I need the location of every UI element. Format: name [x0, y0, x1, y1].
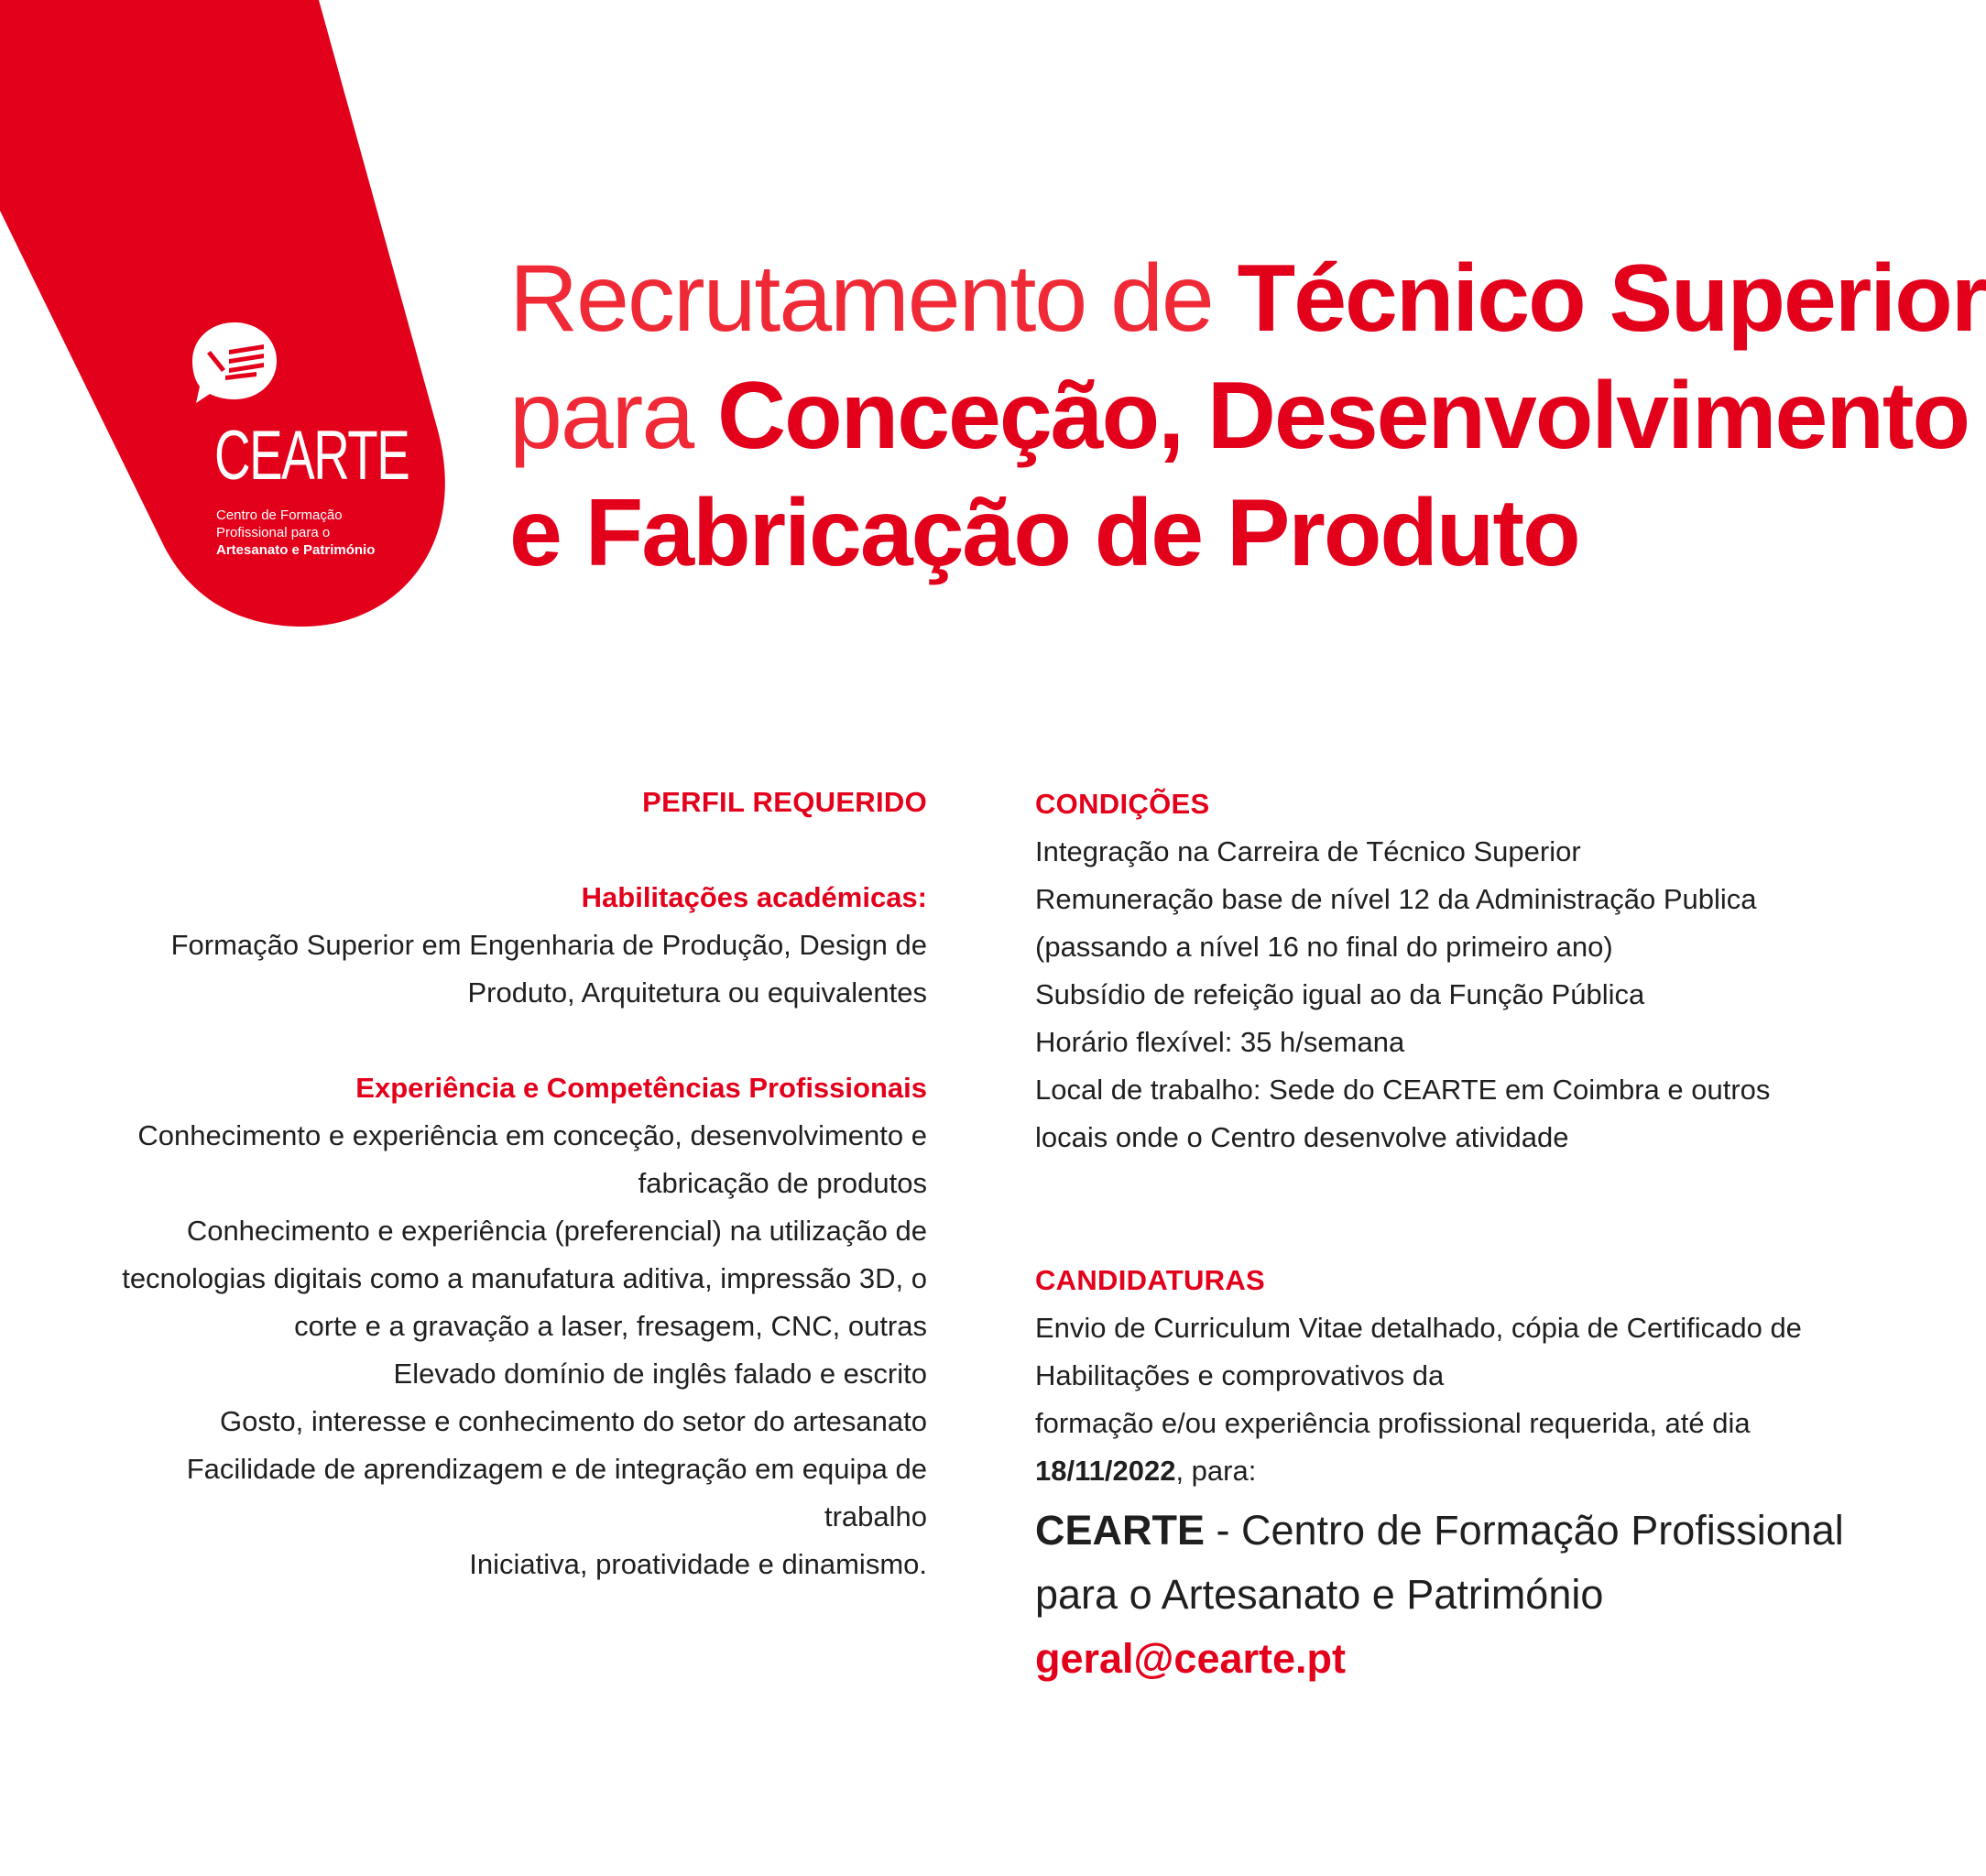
organization-name-rest: - Centro de Formação Profissional — [1205, 1507, 1844, 1554]
title-line — [509, 357, 1970, 474]
title-bold-text: e Fabricação de Produto — [509, 480, 1579, 586]
experiencia-item: Facilidade de aprendizagem e de integração em equipa de trabalho — [186, 1453, 927, 1532]
condicoes-item: locais onde o Centro desenvolve atividade — [1035, 1121, 1569, 1153]
experiencia-item: Conhecimento e experiência em conceção, desenvolvimento e fabricação de produtos — [137, 1119, 927, 1199]
habilitacoes-text: Formação Superior em Engenharia de Produção, Design de Produto, Arquitetura ou equivalentes — [170, 929, 927, 1009]
title-line — [509, 240, 1986, 357]
experiencia-item: Conhecimento e experiência (preferencial) na utilização de tecnologias digitais como a manufatura aditiva, impressão 3D, o corte e a gravação a laser, fresagem, CNC, outras — [122, 1215, 927, 1342]
logo-subtitle-line: Centro de Formação — [216, 507, 343, 523]
condicoes-item: Subsídio de refeição igual ao da Função Pública — [1035, 978, 1645, 1010]
subsection-title-experiencia: Experiência e Competências Profissionais — [355, 1072, 927, 1104]
condicoes-item: Horário flexível: 35 h/semana — [1035, 1026, 1405, 1058]
title-bold-text: Técnico Superior — [1237, 245, 1986, 352]
section-title-condicoes: CONDIÇÕES — [1035, 788, 1210, 820]
condicoes-item: Integração na Carreira de Técnico Superior — [1035, 835, 1581, 867]
title-thin-text: Recrutamento de — [509, 245, 1238, 352]
deadline-suffix: , para: — [1175, 1455, 1257, 1487]
condicoes-item: Local de trabalho: Sede do CEARTE em Coimbra e outros — [1035, 1074, 1771, 1106]
experiencia-item: Elevado domínio de inglês falado e escrito — [393, 1358, 927, 1390]
organization-acronym: CEARTE — [1035, 1507, 1206, 1554]
deadline-line — [1035, 1447, 1850, 1495]
speech-bubble-quill-icon — [189, 317, 280, 409]
logo-subtitle-line: Profissional para o — [216, 525, 331, 540]
condicoes-item: Remuneração base de nível 12 da Administração Publica — [1035, 883, 1757, 915]
deadline-date: 18/11/2022 — [1035, 1455, 1176, 1487]
condicoes-item: (passando a nível 16 no final do primeiro ano) — [1035, 931, 1613, 963]
page-title — [509, 240, 1986, 592]
organization-line: para o Artesanato e Património — [1035, 1571, 1604, 1618]
contact-email-link[interactable]: geral@cearte.pt — [1035, 1635, 1347, 1682]
logo-subtitle-line: Artesanato e Património — [216, 542, 376, 558]
candidaturas-text: Habilitações e comprovativos da — [1035, 1359, 1445, 1391]
candidaturas-text: formação e/ou experiência profissional requerida, até dia — [1035, 1407, 1751, 1439]
logo-wordmark: CEARTE — [214, 417, 409, 495]
logo-subtitle — [216, 507, 375, 559]
experiencia-item: Iniciativa, proatividade e dinamismo. — [469, 1548, 927, 1580]
right-column — [1035, 780, 1850, 1691]
title-bold-text: Conceção, Desenvolvimento — [717, 363, 1970, 469]
experiencia-item: Gosto, interesse e conhecimento do setor do artesanato — [219, 1405, 927, 1437]
section-title-perfil: PERFIL REQUERIDO — [642, 786, 927, 818]
organization-name — [1035, 1499, 1850, 1627]
perfil-section — [92, 779, 927, 1588]
section-title-candidaturas: CANDIDATURAS — [1035, 1264, 1266, 1296]
subsection-title-habilitacoes: Habilitações académicas: — [581, 881, 927, 913]
title-thin-text: para — [509, 363, 718, 469]
candidaturas-text: Envio de Curriculum Vitae detalhado, cópia de Certificado de — [1035, 1312, 1802, 1344]
organization-line — [1035, 1499, 1850, 1563]
title-line — [509, 474, 1847, 592]
